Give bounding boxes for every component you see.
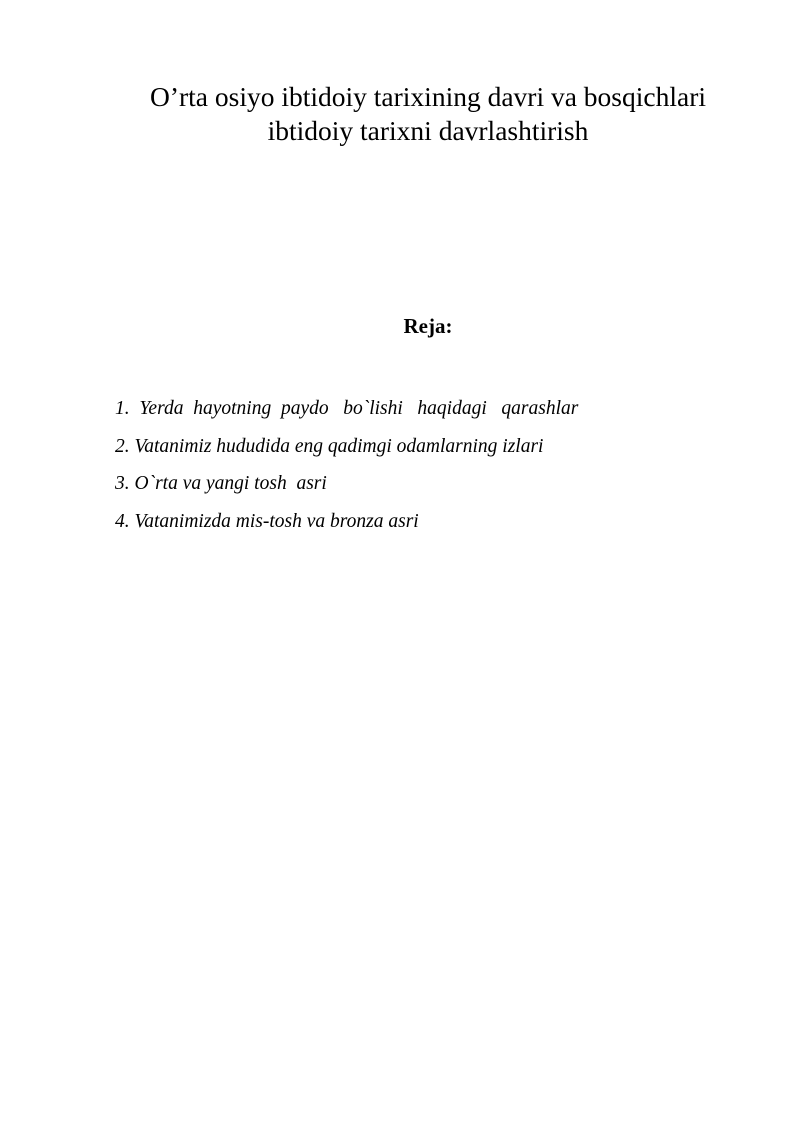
plan-list (115, 390, 755, 540)
title-line-2: ibtidoiy tarixni davrlashtirish (267, 115, 589, 146)
plan-item-4: 4. Vatanimizda mis-tosh va bronza asri (115, 510, 419, 532)
plan-item-2: 2. Vatanimiz hududida eng qadimgi odamlarning izlari (115, 435, 544, 457)
plan-item-3: 3. O`rta va yangi tosh asri (115, 473, 327, 494)
plan-heading: Reja: (403, 314, 453, 338)
document-title (0, 80, 800, 148)
plan-item-1: 1. Yerda hayotning paydo bo`lishi haqidagi qarashlar (115, 398, 579, 419)
title-line-1: O’rta osiyo ibtidoiy tarixining davri va bosqichlari (149, 81, 706, 112)
